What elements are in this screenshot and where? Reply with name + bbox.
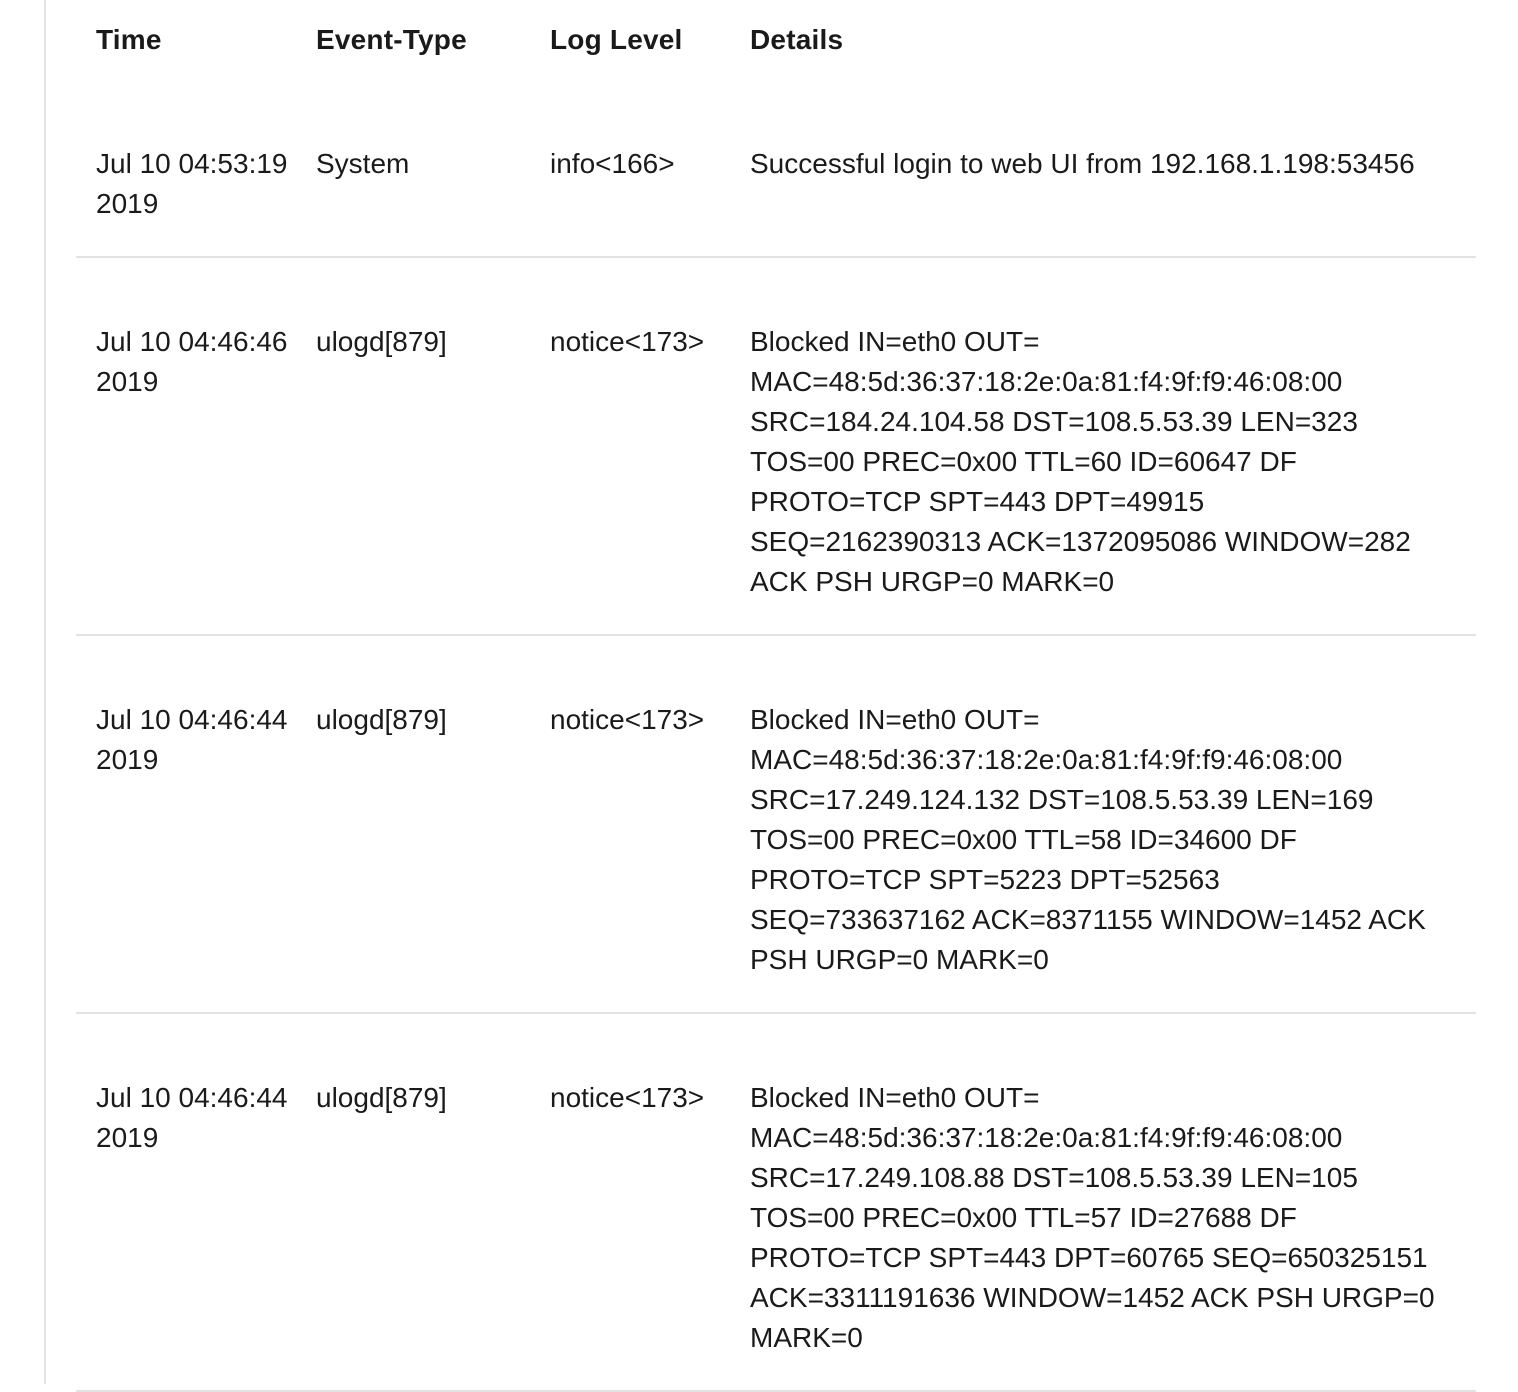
cell-details: Blocked IN=eth0 OUT= MAC=48:5d:36:37:18:2e:0a:81:f4:9f:f9:46:08:00 SRC=17.249.124.132 DST=108.5.53.39 LEN=169 TOS=00 PREC=0x00 TTL=58 ID=34600 DF PROTO=TCP SPT=5223 DPT=52563 SEQ=733637162 ACK=8371155 WINDOW=1452 ACK PSH URGP=0 MARK=0	[750, 704, 1426, 975]
cell-details: Successful login to web UI from 192.168.1.198:53456	[750, 148, 1415, 179]
table-row	[76, 80, 1476, 257]
cell-log-level: notice<173>	[550, 1082, 705, 1113]
cell-log-level: notice<173>	[550, 704, 705, 735]
cell-log-level: info<166>	[550, 148, 675, 179]
column-header-log-level[interactable]: Log Level	[550, 24, 683, 55]
cell-time: Jul 10 04:46:44 2019	[96, 704, 288, 775]
cell-event-type: ulogd[879]	[316, 326, 447, 357]
table-row	[76, 1013, 1476, 1391]
cell-event-type: ulogd[879]	[316, 704, 447, 735]
cell-event-type: ulogd[879]	[316, 1082, 447, 1113]
system-log-table	[76, 0, 1476, 1392]
cell-time: Jul 10 04:46:44 2019	[96, 1082, 288, 1153]
table-body	[76, 80, 1476, 1391]
cell-details: Blocked IN=eth0 OUT= MAC=48:5d:36:37:18:2e:0a:81:f4:9f:f9:46:08:00 SRC=184.24.104.58 DST=108.5.53.39 LEN=323 TOS=00 PREC=0x00 TTL=60 ID=60647 DF PROTO=TCP SPT=443 DPT=49915 SEQ=2162390313 ACK=1372095086 WINDOW=282 ACK PSH URGP=0 MARK=0	[750, 326, 1411, 597]
cell-time: Jul 10 04:53:19 2019	[96, 148, 288, 219]
table-row	[76, 257, 1476, 635]
cell-time: Jul 10 04:46:46 2019	[96, 326, 288, 397]
cell-details: Blocked IN=eth0 OUT= MAC=48:5d:36:37:18:2e:0a:81:f4:9f:f9:46:08:00 SRC=17.249.108.88 DST=108.5.53.39 LEN=105 TOS=00 PREC=0x00 TTL=57 ID=27688 DF PROTO=TCP SPT=443 DPT=60765 SEQ=650325151 ACK=3311191636 WINDOW=1452 ACK PSH URGP=0 MARK=0	[750, 1082, 1435, 1353]
left-border-rule	[44, 0, 46, 1384]
cell-event-type: System	[316, 148, 410, 179]
cell-log-level: notice<173>	[550, 326, 705, 357]
column-header-details[interactable]: Details	[750, 24, 844, 55]
column-header-event-type[interactable]: Event-Type	[316, 24, 467, 55]
table-header	[76, 0, 1476, 80]
column-header-time[interactable]: Time	[96, 24, 162, 55]
table-row	[76, 635, 1476, 1013]
